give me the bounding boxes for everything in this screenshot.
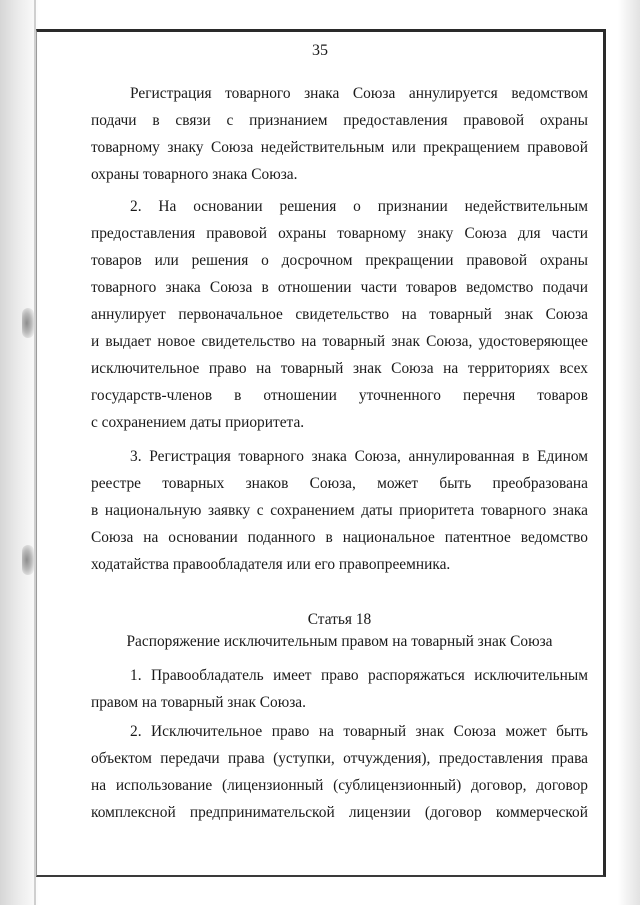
text-line: объектом передачи права (уступки, отчуждения), предоставления права [91, 750, 588, 767]
text-line: на использование (лицензионный (сублицензионный) договор, договор [91, 777, 588, 794]
binder-hole-upper [22, 308, 34, 338]
text-line: Союза на основании поданного в национальное патентное ведомство [91, 529, 588, 546]
text-line: с сохранением даты приоритета. [91, 414, 305, 431]
text-line: охраны товарного знака Союза. [91, 166, 298, 183]
text-line: Регистрация товарного знака Союза аннулируется ведомством [130, 85, 588, 102]
page-number: 35 [312, 42, 328, 59]
text-line: аннулирует первоначальное свидетельство на товарный знак Союза [91, 306, 588, 323]
article-paragraph-item-2 [91, 718, 588, 826]
text-line: подачи в связи с признанием предоставления правовой охраны [91, 112, 588, 129]
text-line: и выдает новое свидетельство на товарный знак Союза, удостоверяющее [91, 333, 588, 350]
paragraph-item-3 [91, 443, 588, 578]
text-line: товарному знаку Союза недействительным или прекращением правовой [91, 139, 588, 156]
text-line: товарного знака Союза в отношении части товаров ведомство подачи [91, 279, 588, 296]
article-title: Распоряжение исключительным правом на товарный знак Союза [126, 633, 553, 650]
text-line: комплексной предпринимательской лицензии (договор коммерческой [91, 804, 588, 821]
text-line: 1. Правообладатель имеет право распоряжаться исключительным [130, 667, 588, 684]
binder-hole-lower [22, 545, 34, 575]
text-line: исключительное право на товарный знак Союза на территориях всех [91, 360, 588, 377]
text-line: правом на товарный знак Союза. [91, 694, 306, 711]
paragraph-item-2 [91, 193, 588, 436]
text-line: реестре товарных знаков Союза, может быть преобразована [91, 475, 588, 492]
text-line: государств-членов в отношении уточненного перечня товаров [91, 387, 588, 404]
text-line: предоставления правовой охраны товарному знаку Союза для части [91, 225, 588, 242]
text-line: 2. Исключительное право на товарный знак Союза может быть [130, 723, 588, 740]
scan-left-edge-shadow [0, 0, 40, 905]
text-line: 3. Регистрация товарного знака Союза, аннулированная в Едином [130, 448, 588, 465]
text-line: в национальную заявку с сохранением даты приоритета товарного знака [91, 502, 588, 519]
text-line: 2. На основании решения о признании недействительным [130, 198, 588, 215]
text-line: ходатайства правообладателя или его правопреемника. [91, 556, 451, 573]
paragraph-annulment-intro [91, 80, 588, 188]
article-number: Статья 18 [307, 611, 372, 628]
scan-right-edge-shadow [618, 0, 640, 905]
article-paragraph-item-1 [91, 662, 588, 716]
text-line: товаров или решения о досрочном прекращении правовой охраны [91, 252, 588, 269]
